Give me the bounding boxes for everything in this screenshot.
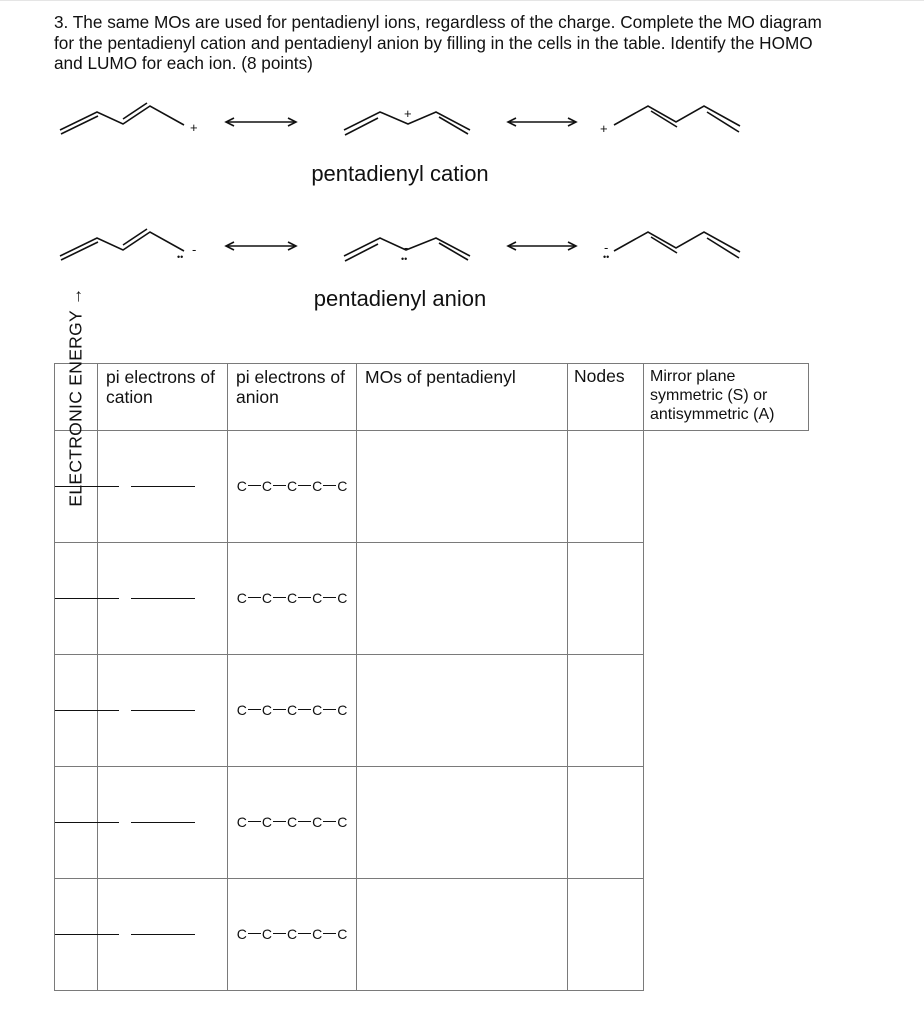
- carbon-atom: C: [312, 477, 323, 494]
- carbon-atom: C: [337, 477, 348, 494]
- header-anion-electrons: pi electrons of anion: [228, 364, 357, 431]
- carbon-atom: C: [261, 589, 272, 606]
- carbon-bond: [298, 933, 311, 934]
- carbon-bond: [323, 821, 336, 822]
- carbon-atom: C: [286, 701, 298, 718]
- lone-pair-2: ••: [401, 254, 408, 264]
- charge-minus-1: -: [192, 242, 197, 257]
- charge-minus-2: -: [404, 240, 409, 255]
- cation-electrons-cell[interactable]: [55, 767, 98, 879]
- carbon-bond: [273, 485, 286, 486]
- carbon-bond: [298, 709, 311, 710]
- charge-minus-3: -: [604, 240, 609, 255]
- carbon-atom: C: [286, 813, 298, 830]
- charge-plus-1: +: [190, 120, 198, 135]
- header-mirror-plane: Mirror plane symmetric (S) or antisymmetric (A): [644, 364, 809, 431]
- table-row: [55, 767, 809, 879]
- mirror-symmetry-cell[interactable]: [568, 879, 644, 991]
- cation-electron-blank[interactable]: [55, 934, 119, 935]
- anion-electron-blank[interactable]: [131, 598, 195, 599]
- cation-electrons-cell[interactable]: [55, 543, 98, 655]
- question-text: 3. The same MOs are used for pentadienyl ions, regardless of the charge. Complete the MO diagram for the pentadienyl cation and pentadienyl anion by filling in the cells in the table. Identify the HOMO and LUMO for each ion. (8 points): [54, 12, 822, 73]
- mo-chain-cell[interactable]: [228, 879, 357, 991]
- header-mos: MOs of pentadienyl: [357, 364, 568, 431]
- carbon-chain: [237, 926, 348, 942]
- nodes-cell[interactable]: [357, 767, 568, 879]
- resonance-arrow-3: [226, 242, 296, 250]
- carbon-bond: [273, 709, 286, 710]
- table-row: [55, 655, 809, 767]
- carbon-bond: [248, 821, 261, 822]
- resonance-arrow-1: [226, 118, 296, 126]
- carbon-bond: [298, 485, 311, 486]
- carbon-atom: C: [312, 701, 323, 718]
- carbon-atom: C: [236, 701, 247, 718]
- mo-chain-cell[interactable]: [228, 767, 357, 879]
- carbon-atom: C: [337, 701, 348, 718]
- carbon-atom: C: [337, 589, 348, 606]
- anion-electron-blank[interactable]: [131, 934, 195, 935]
- carbon-atom: C: [286, 477, 298, 494]
- mo-chain-cell[interactable]: [228, 431, 357, 543]
- mo-chain-cell[interactable]: [228, 543, 357, 655]
- charge-plus-3: +: [600, 121, 608, 136]
- cation-electrons-cell[interactable]: [55, 879, 98, 991]
- carbon-bond: [273, 933, 286, 934]
- cation-structure-3: [614, 106, 740, 132]
- carbon-atom: C: [312, 925, 323, 942]
- carbon-atom: C: [312, 589, 323, 606]
- mirror-symmetry-cell[interactable]: [568, 543, 644, 655]
- carbon-atom: C: [337, 925, 348, 942]
- cation-electron-blank[interactable]: [55, 710, 119, 711]
- carbon-bond: [273, 597, 286, 598]
- carbon-atom: C: [261, 701, 272, 718]
- mirror-symmetry-cell[interactable]: [568, 431, 644, 543]
- mirror-symmetry-cell[interactable]: [568, 655, 644, 767]
- carbon-bond: [298, 821, 311, 822]
- anion-resonance-structures: [0, 218, 924, 288]
- carbon-bond: [248, 933, 261, 934]
- cation-electron-blank[interactable]: [55, 822, 119, 823]
- carbon-bond: [273, 821, 286, 822]
- carbon-bond: [323, 485, 336, 486]
- table-header-row: [55, 364, 809, 431]
- nodes-cell[interactable]: [357, 431, 568, 543]
- anion-caption: pentadienyl anion: [313, 286, 487, 311]
- carbon-atom: C: [261, 477, 272, 494]
- carbon-bond: [248, 597, 261, 598]
- carbon-bond: [248, 709, 261, 710]
- lone-pair-1: ••: [177, 252, 184, 262]
- carbon-bond: [298, 597, 311, 598]
- anion-structure-1: [60, 229, 184, 260]
- energy-axis-cell: [55, 287, 98, 507]
- carbon-atom: C: [337, 813, 348, 830]
- cation-electrons-cell[interactable]: [55, 655, 98, 767]
- carbon-chain: [237, 702, 348, 718]
- table-row: [55, 543, 809, 655]
- cation-structure-1: [60, 103, 184, 134]
- lone-pair-3: ••: [603, 252, 610, 262]
- mirror-symmetry-cell[interactable]: [568, 767, 644, 879]
- charge-plus-2: +: [404, 106, 412, 121]
- carbon-atom: C: [312, 813, 323, 830]
- carbon-chain: [237, 478, 348, 494]
- anion-structure-3: [614, 232, 740, 258]
- resonance-arrow-4: [508, 242, 576, 250]
- carbon-chain: [237, 814, 348, 830]
- resonance-arrow-2: [508, 118, 576, 126]
- carbon-atom: C: [286, 589, 298, 606]
- carbon-atom: C: [236, 813, 247, 830]
- carbon-bond: [248, 485, 261, 486]
- table-row: [55, 431, 809, 543]
- carbon-chain: [237, 590, 348, 606]
- header-cation-electrons: pi electrons of cation: [98, 364, 228, 431]
- table-row: [55, 879, 809, 991]
- header-nodes: Nodes: [568, 364, 644, 431]
- carbon-atom: C: [236, 925, 247, 942]
- nodes-cell[interactable]: [357, 655, 568, 767]
- carbon-atom: C: [236, 589, 247, 606]
- anion-electron-blank[interactable]: [131, 710, 195, 711]
- carbon-bond: [323, 597, 336, 598]
- carbon-bond: [323, 933, 336, 934]
- cation-resonance-structures: [0, 92, 924, 162]
- nodes-cell[interactable]: [357, 543, 568, 655]
- carbon-bond: [323, 709, 336, 710]
- mo-chain-cell[interactable]: [228, 655, 357, 767]
- carbon-atom: C: [236, 477, 247, 494]
- energy-axis-label: ELECTRONIC ENERGY →: [65, 287, 86, 507]
- cation-electron-blank[interactable]: [55, 598, 119, 599]
- carbon-atom: C: [261, 813, 272, 830]
- carbon-atom: C: [286, 925, 298, 942]
- anion-electron-blank[interactable]: [131, 486, 195, 487]
- carbon-atom: C: [261, 925, 272, 942]
- top-border: [0, 0, 924, 1]
- anion-electron-blank[interactable]: [131, 822, 195, 823]
- nodes-cell[interactable]: [357, 879, 568, 991]
- cation-caption: pentadienyl cation: [311, 161, 489, 186]
